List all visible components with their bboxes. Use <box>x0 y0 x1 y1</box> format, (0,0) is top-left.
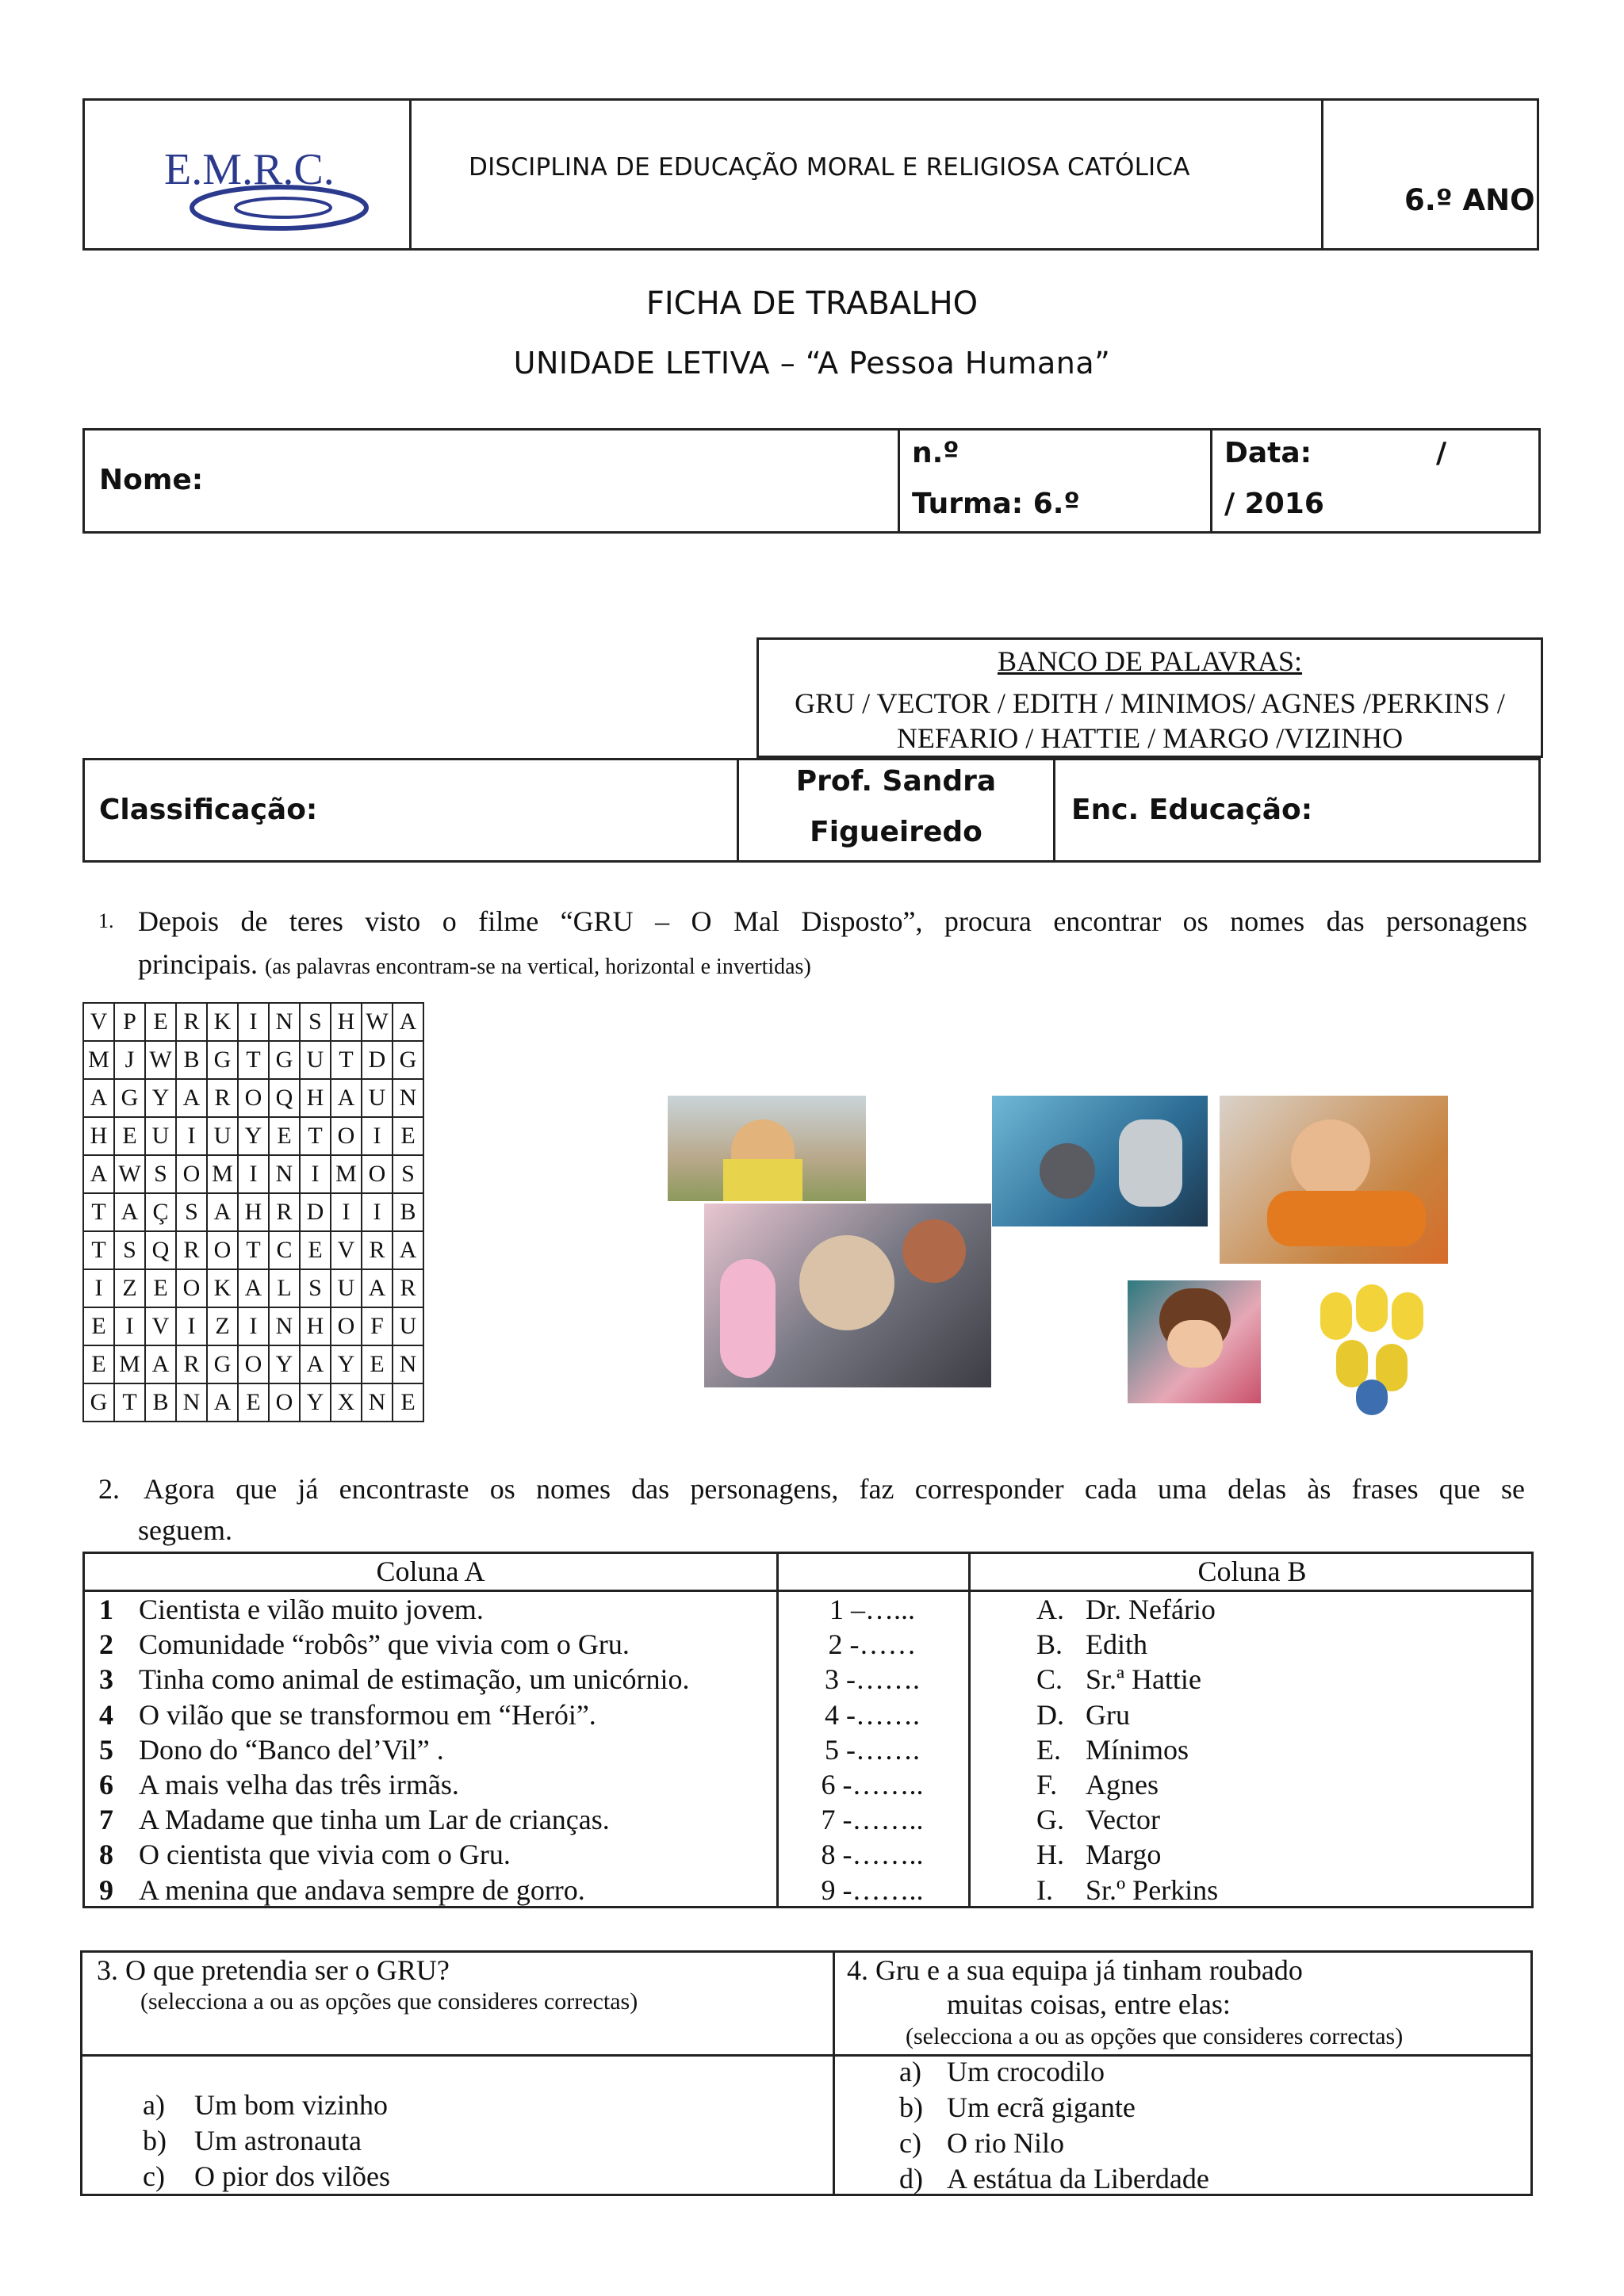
row-option-letter: C. <box>1036 1663 1063 1696</box>
classification-label: Classificação: <box>99 794 318 826</box>
date-label: Data: <box>1224 437 1312 469</box>
grid-cell[interactable]: U <box>362 1079 393 1117</box>
grid-cell[interactable]: O <box>331 1307 362 1345</box>
grid-cell[interactable]: W <box>145 1041 176 1079</box>
character-image-vector <box>1220 1096 1448 1264</box>
row-answer-blank[interactable]: 6 -…….. <box>821 1769 924 1800</box>
q4-option-text: Um crocodilo <box>947 2056 1105 2087</box>
grid-cell[interactable]: T <box>114 1383 145 1422</box>
grid-cell[interactable]: E <box>114 1117 145 1155</box>
grid-cell[interactable]: H <box>331 1003 362 1041</box>
grid-cell[interactable]: M <box>207 1155 238 1193</box>
row-answer-blank[interactable]: 9 -…….. <box>821 1873 924 1906</box>
grid-cell[interactable]: B <box>145 1383 176 1422</box>
header-table <box>82 98 1539 251</box>
grid-cell[interactable]: N <box>176 1383 207 1422</box>
grid-cell[interactable]: H <box>300 1307 331 1345</box>
q3-q4-table <box>80 1950 1533 2196</box>
row-statement: A menina que andava sempre de gorro. <box>139 1873 585 1906</box>
q2-number: 2. <box>98 1473 120 1505</box>
teacher-cell <box>739 760 1055 860</box>
grid-cell[interactable]: I <box>362 1193 393 1231</box>
q4-option-letter[interactable]: d) <box>899 2163 923 2195</box>
grid-row <box>83 1003 423 1041</box>
grid-cell[interactable]: S <box>300 1003 331 1041</box>
row-number: 9 <box>99 1873 113 1906</box>
grid-cell[interactable]: S <box>114 1231 145 1269</box>
row-number: 6 <box>99 1769 113 1800</box>
grid-cell[interactable]: H <box>83 1117 114 1155</box>
grid-cell[interactable]: Y <box>145 1079 176 1117</box>
date-cell[interactable] <box>1210 430 1538 531</box>
grid-cell[interactable]: E <box>145 1269 176 1307</box>
grid-cell[interactable]: N <box>269 1307 300 1345</box>
grid-cell[interactable]: O <box>331 1117 362 1155</box>
grid-cell[interactable]: T <box>238 1231 269 1269</box>
row-statement: A Madame que tinha um Lar de crianças. <box>139 1804 610 1836</box>
grid-cell[interactable]: V <box>145 1307 176 1345</box>
unit-title: UNIDADE LETIVA – “A Pessoa Humana” <box>513 346 1111 381</box>
grid-cell[interactable]: H <box>300 1079 331 1117</box>
grid-cell[interactable]: G <box>114 1079 145 1117</box>
q1-hint: (as palavras encontram-se na vertical, horizontal e invertidas) <box>264 955 811 979</box>
grid-cell[interactable]: O <box>207 1231 238 1269</box>
grid-cell[interactable]: Q <box>145 1231 176 1269</box>
matching-table <box>82 1552 1534 1908</box>
grid-cell[interactable]: J <box>114 1041 145 1079</box>
grid-cell[interactable]: N <box>393 1345 423 1383</box>
grid-cell[interactable]: I <box>114 1307 145 1345</box>
row-option-text: Agnes <box>1086 1769 1159 1800</box>
row-number: 2 <box>99 1628 113 1661</box>
grid-cell[interactable]: T <box>300 1117 331 1155</box>
grid-cell[interactable]: R <box>176 1231 207 1269</box>
grid-cell[interactable]: K <box>207 1003 238 1041</box>
grid-cell[interactable]: N <box>393 1079 423 1117</box>
q4-option-text: Um ecrã gigante <box>947 2091 1136 2123</box>
col-a-header: Coluna A <box>376 1556 485 1587</box>
grid-cell[interactable]: M <box>83 1041 114 1079</box>
grid-cell[interactable]: A <box>207 1193 238 1231</box>
grid-cell[interactable]: E <box>393 1383 423 1422</box>
year-cell <box>1321 101 1537 248</box>
q3-option-letter[interactable]: c) <box>143 2160 165 2192</box>
grid-cell[interactable]: Y <box>238 1117 269 1155</box>
row-statement: Comunidade “robôs” que vivia com o Gru. <box>139 1628 630 1661</box>
q4-title-line1: 4. Gru e a sua equipa já tinham roubado <box>847 1954 1303 1986</box>
guardian-cell[interactable] <box>1055 760 1538 860</box>
divider-b <box>968 1554 971 1906</box>
discipline-cell <box>409 101 1323 248</box>
grid-cell[interactable]: L <box>269 1269 300 1307</box>
grid-cell[interactable]: N <box>269 1003 300 1041</box>
grading-table <box>82 758 1541 863</box>
row-option-text: Margo <box>1086 1839 1162 1871</box>
grid-cell[interactable]: D <box>300 1193 331 1231</box>
grid-cell[interactable]: O <box>362 1155 393 1193</box>
character-image-minions <box>1308 1276 1443 1419</box>
row-option-letter: D. <box>1036 1698 1064 1731</box>
row-answer-blank[interactable]: 8 -…….. <box>821 1839 924 1871</box>
logo-cell <box>85 101 412 248</box>
grid-cell[interactable]: Q <box>269 1079 300 1117</box>
q3-option-text: Um bom vizinho <box>194 2089 388 2121</box>
row-statement: O cientista que vivia com o Gru. <box>139 1839 511 1871</box>
word-bank-line2: NEFARIO / HATTIE / MARGO /VIZINHO <box>896 722 1404 754</box>
grid-cell[interactable]: O <box>176 1155 207 1193</box>
grid-cell[interactable]: U <box>393 1307 423 1345</box>
grid-row <box>83 1269 423 1307</box>
row-option-letter: I. <box>1036 1873 1053 1906</box>
grid-row <box>83 1231 423 1269</box>
grid-cell[interactable]: E <box>238 1383 269 1422</box>
grid-cell[interactable]: A <box>114 1193 145 1231</box>
q-divider-horizontal <box>82 2054 1530 2057</box>
grid-cell[interactable]: A <box>393 1231 423 1269</box>
grid-row <box>83 1383 423 1422</box>
grid-cell[interactable]: O <box>238 1079 269 1117</box>
grid-cell[interactable]: V <box>83 1003 114 1041</box>
row-number: 4 <box>99 1698 113 1731</box>
grid-cell[interactable]: T <box>331 1041 362 1079</box>
row-number: 7 <box>99 1804 113 1836</box>
logo-text: E.M.R.C. <box>164 145 335 194</box>
grid-cell[interactable]: I <box>362 1117 393 1155</box>
class-label: Turma: 6.º <box>912 488 1080 520</box>
grid-cell[interactable]: U <box>207 1117 238 1155</box>
row-number: 8 <box>99 1839 113 1871</box>
grid-cell[interactable]: G <box>269 1041 300 1079</box>
grid-cell[interactable]: A <box>238 1269 269 1307</box>
q4-option-letter[interactable]: b) <box>899 2091 923 2123</box>
grid-cell[interactable]: E <box>83 1307 114 1345</box>
grid-cell[interactable]: H <box>238 1193 269 1231</box>
grid-cell[interactable]: A <box>393 1003 423 1041</box>
row-option-letter: A. <box>1036 1594 1064 1625</box>
grid-cell[interactable]: U <box>331 1269 362 1307</box>
q4-option-letter[interactable]: a) <box>899 2056 921 2087</box>
number-class-cell[interactable] <box>898 430 1212 531</box>
grid-cell[interactable]: A <box>331 1079 362 1117</box>
grid-cell[interactable]: E <box>362 1345 393 1383</box>
row-answer-blank[interactable]: 7 -…….. <box>821 1804 924 1836</box>
row-option-letter: G. <box>1036 1804 1064 1836</box>
grid-cell[interactable]: E <box>269 1117 300 1155</box>
grid-cell[interactable]: I <box>238 1003 269 1041</box>
grid-row <box>83 1193 423 1231</box>
grid-cell[interactable]: R <box>393 1269 423 1307</box>
name-label: Nome: <box>99 464 204 496</box>
grid-cell[interactable]: G <box>207 1345 238 1383</box>
row-statement: O vilão que se transformou em “Herói”. <box>139 1698 596 1731</box>
q4-option-text: O rio Nilo <box>947 2127 1064 2159</box>
grid-cell[interactable]: Z <box>114 1269 145 1307</box>
grid-cell[interactable]: I <box>176 1117 207 1155</box>
row-option-text: Sr.ª Hattie <box>1086 1663 1201 1696</box>
grid-cell[interactable]: E <box>300 1231 331 1269</box>
grid-cell[interactable]: U <box>145 1117 176 1155</box>
grid-cell[interactable]: Y <box>269 1345 300 1383</box>
grid-cell[interactable]: C <box>269 1231 300 1269</box>
grid-cell[interactable]: W <box>114 1155 145 1193</box>
date-slash: / <box>1436 437 1447 469</box>
grid-cell[interactable]: E <box>83 1345 114 1383</box>
guardian-label: Enc. Educação: <box>1071 794 1313 826</box>
grid-cell[interactable]: E <box>145 1003 176 1041</box>
grid-cell[interactable]: A <box>83 1155 114 1193</box>
grid-cell[interactable]: G <box>207 1041 238 1079</box>
grid-cell[interactable]: O <box>269 1383 300 1422</box>
grid-cell[interactable]: T <box>83 1193 114 1231</box>
row-option-text: Dr. Nefário <box>1086 1594 1216 1625</box>
grid-cell[interactable]: P <box>114 1003 145 1041</box>
q4-option-text: A estátua da Liberdade <box>947 2163 1209 2195</box>
grid-cell[interactable]: W <box>362 1003 393 1041</box>
q4-option-letter[interactable]: c) <box>899 2127 921 2159</box>
grid-cell[interactable]: R <box>362 1231 393 1269</box>
grid-cell[interactable]: N <box>269 1155 300 1193</box>
grid-cell[interactable]: B <box>393 1193 423 1231</box>
discipline-title: DISCIPLINA DE EDUCAÇÃO MORAL E RELIGIOSA CATÓLICA <box>469 153 1190 182</box>
row-answer-blank[interactable]: 3 -……. <box>825 1663 920 1696</box>
grid-cell[interactable]: I <box>331 1193 362 1231</box>
number-label: n.º <box>912 437 959 469</box>
q1-text-line2 <box>138 943 811 988</box>
row-statement: Dono do “Banco del’Vil” . <box>139 1733 444 1766</box>
row-option-text: Edith <box>1086 1628 1147 1661</box>
grid-cell[interactable]: G <box>393 1041 423 1079</box>
teacher-name-line2: Figueiredo <box>810 816 982 848</box>
grid-cell[interactable]: T <box>238 1041 269 1079</box>
character-image-gru-nefario <box>992 1096 1208 1226</box>
q1-text-line1: Depois de teres visto o filme “GRU – O Mal Disposto”, procura encontrar os nomes das personagens <box>138 905 1527 937</box>
row-option-text: Mínimos <box>1086 1733 1189 1766</box>
q3-option-text: Um astronauta <box>194 2125 362 2156</box>
row-number: 1 <box>99 1594 113 1625</box>
grid-cell[interactable]: A <box>207 1383 238 1422</box>
q4-title-line2: muitas coisas, entre elas: <box>947 1988 1231 2020</box>
grid-cell[interactable]: Y <box>300 1383 331 1422</box>
q3-option-letter[interactable]: a) <box>143 2089 165 2121</box>
word-bank-box <box>756 637 1543 758</box>
grid-row <box>83 1307 423 1345</box>
q3-hint: (selecciona a ou as opções que consideres correctas) <box>140 1988 638 2015</box>
row-option-letter: F. <box>1036 1769 1058 1800</box>
grid-cell[interactable]: B <box>176 1041 207 1079</box>
grid-cell[interactable]: I <box>300 1155 331 1193</box>
q1-text-line2-main: principais. <box>138 948 258 980</box>
grid-cell[interactable]: Y <box>331 1345 362 1383</box>
q2-text-line2: seguem. <box>138 1514 232 1546</box>
word-search-grid <box>82 1002 424 1422</box>
grid-cell[interactable]: E <box>393 1117 423 1155</box>
grid-cell[interactable]: S <box>393 1155 423 1193</box>
q3-option-text: O pior dos vilões <box>194 2160 390 2192</box>
grid-cell[interactable]: M <box>114 1345 145 1383</box>
grid-cell[interactable]: R <box>207 1079 238 1117</box>
grid-cell[interactable]: I <box>176 1307 207 1345</box>
grid-cell[interactable]: X <box>331 1383 362 1422</box>
q2-text-line1: Agora que já encontraste os nomes das personagens, faz corresponder cada uma delas às frases que se <box>144 1473 1525 1505</box>
name-cell[interactable] <box>85 430 900 531</box>
grid-cell[interactable]: M <box>331 1155 362 1193</box>
grid-row <box>83 1117 423 1155</box>
grid-row <box>83 1155 423 1193</box>
grid-cell[interactable]: R <box>176 1003 207 1041</box>
grid-cell[interactable]: D <box>362 1041 393 1079</box>
grid-cell[interactable]: U <box>300 1041 331 1079</box>
page-title: FICHA DE TRABALHO <box>645 285 979 322</box>
grid-cell[interactable]: S <box>300 1269 331 1307</box>
q3-title: 3. O que pretendia ser o GRU? <box>97 1954 450 1986</box>
col-b-header: Coluna B <box>1197 1556 1307 1587</box>
grid-cell[interactable]: I <box>238 1307 269 1345</box>
row-number: 3 <box>99 1663 113 1696</box>
classification-cell[interactable] <box>85 760 739 860</box>
row-answer-blank[interactable]: 4 -……. <box>825 1698 920 1731</box>
grid-cell[interactable]: F <box>362 1307 393 1345</box>
grid-cell[interactable]: Ç <box>145 1193 176 1231</box>
character-image-neighbor <box>668 1096 866 1201</box>
row-statement: Cientista e vilão muito jovem. <box>139 1594 484 1625</box>
row-answer-blank[interactable]: 5 -……. <box>825 1733 920 1766</box>
row-answer-blank[interactable]: 1 –…... <box>829 1594 915 1625</box>
q-divider-vertical <box>833 1953 835 2194</box>
row-option-letter: E. <box>1036 1733 1061 1766</box>
grid-cell[interactable]: O <box>238 1345 269 1383</box>
teacher-name-line1: Prof. Sandra <box>795 765 997 798</box>
year-label: 6.º ANO <box>1404 183 1535 217</box>
row-answer-blank[interactable]: 2 -…… <box>828 1628 917 1661</box>
row-option-letter: H. <box>1036 1839 1064 1871</box>
grid-cell[interactable]: K <box>207 1269 238 1307</box>
grid-row <box>83 1345 423 1383</box>
grid-cell[interactable]: A <box>145 1345 176 1383</box>
q1-number: 1. <box>98 909 114 932</box>
grid-cell[interactable]: N <box>362 1383 393 1422</box>
row-option-text: Sr.º Perkins <box>1086 1873 1219 1906</box>
grid-cell[interactable]: V <box>331 1231 362 1269</box>
row-number: 5 <box>99 1733 113 1766</box>
student-info-table <box>82 428 1541 534</box>
q4-hint: (selecciona a ou as opções que consideres correctas) <box>906 2023 1404 2049</box>
grid-cell[interactable]: A <box>83 1079 114 1117</box>
row-statement: Tinha como animal de estimação, um unicórnio. <box>139 1663 690 1696</box>
grid-row <box>83 1079 423 1117</box>
q3-option-letter[interactable]: b) <box>143 2125 167 2156</box>
grid-cell[interactable]: I <box>238 1155 269 1193</box>
grid-cell[interactable]: A <box>362 1269 393 1307</box>
grid-cell[interactable]: Z <box>207 1307 238 1345</box>
row-option-text: Vector <box>1086 1804 1160 1836</box>
grid-cell[interactable]: R <box>269 1193 300 1231</box>
grid-cell[interactable]: A <box>176 1079 207 1117</box>
word-bank-title: BANCO DE PALAVRAS: <box>997 645 1303 677</box>
grid-cell[interactable]: R <box>176 1345 207 1383</box>
character-image-hattie <box>1128 1280 1261 1403</box>
word-bank-line1: GRU / VECTOR / EDITH / MINIMOS/ AGNES /PERKINS / <box>795 687 1505 719</box>
grid-cell[interactable]: I <box>83 1269 114 1307</box>
grid-cell[interactable]: S <box>145 1155 176 1193</box>
row-option-text: Gru <box>1086 1698 1130 1731</box>
grid-cell[interactable]: S <box>176 1193 207 1231</box>
grid-row <box>83 1041 423 1079</box>
row-statement: A mais velha das três irmãs. <box>139 1769 459 1800</box>
date-year: / 2016 <box>1224 488 1324 520</box>
grid-cell[interactable]: G <box>83 1383 114 1422</box>
row-option-letter: B. <box>1036 1628 1063 1661</box>
grid-cell[interactable]: A <box>300 1345 331 1383</box>
character-image-gru-girls <box>704 1203 991 1387</box>
grid-cell[interactable]: O <box>176 1269 207 1307</box>
grid-cell[interactable]: T <box>83 1231 114 1269</box>
